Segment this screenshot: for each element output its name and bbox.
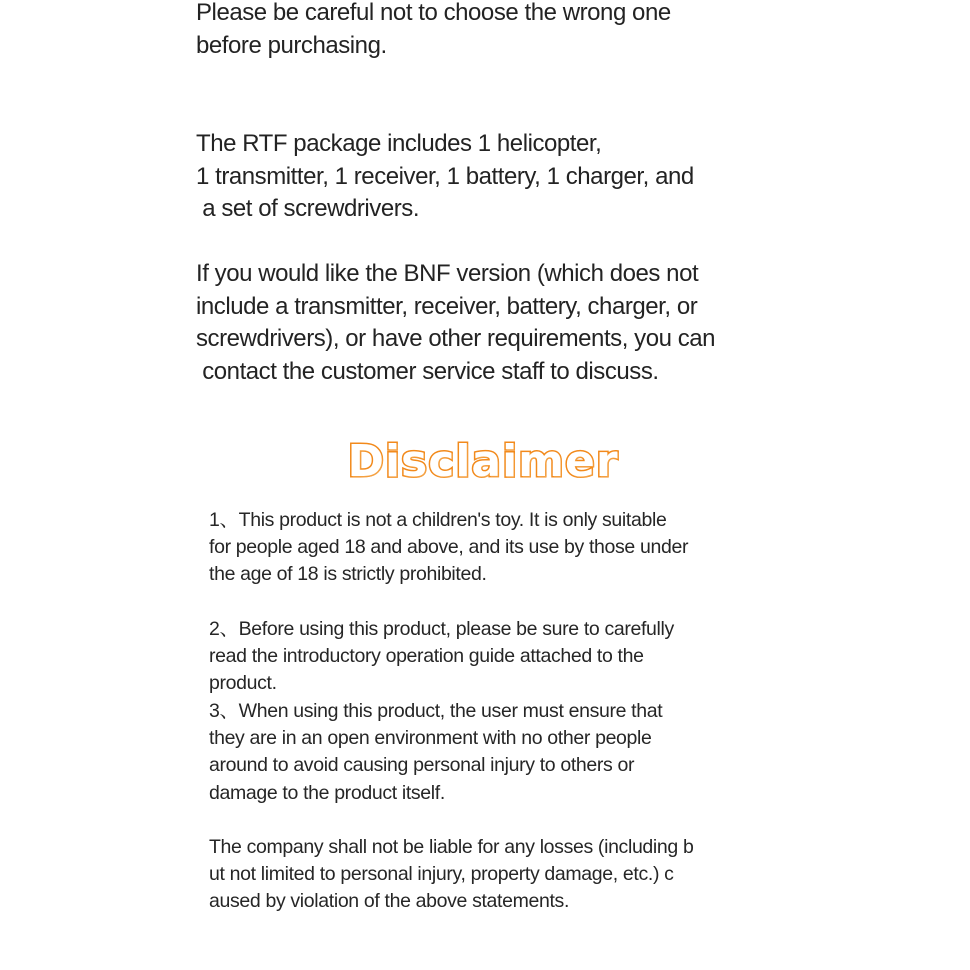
rtf-package-paragraph: [196, 128, 836, 226]
disclaimer-line: 1、This product is not a children's toy. It is only suitable: [209, 509, 667, 531]
disclaimer-line: for people aged 18 and above, and its use by those under: [209, 536, 689, 559]
bnf-version-paragraph: [196, 258, 836, 388]
disclaimer-item-guide: [209, 616, 829, 698]
liability-line: The company shall not be liable for any losses (including b: [209, 836, 694, 858]
liability-line: ut not limited to personal injury, property damage, etc.) c: [209, 863, 674, 886]
rtf-package-line: The RTF package includes 1 helicopter,: [196, 130, 602, 157]
disclaimer-line: around to avoid causing personal injury to others or: [209, 754, 635, 777]
rtf-package-line: a set of screwdrivers.: [196, 195, 420, 222]
disclaimer-line: damage to the product itself.: [209, 781, 445, 804]
bnf-version-line: contact the customer service staff to discuss.: [196, 357, 659, 385]
disclaimer-line: read the introductory operation guide attached to the: [209, 645, 644, 668]
liability-statement: [209, 834, 829, 916]
bnf-version-line: If you would like the BNF version (which does not: [196, 260, 699, 287]
disclaimer-line: 2、Before using this product, please be sure to carefully: [209, 618, 674, 640]
disclaimer-item-age: [209, 507, 829, 589]
disclaimer-heading: Disclaimer: [347, 436, 619, 487]
disclaimer-line: 3、When using this product, the user must ensure that: [209, 700, 663, 722]
purchase-warning-line: Please be careful not to choose the wrong one: [196, 0, 671, 26]
liability-line: aused by violation of the above statements.: [209, 890, 570, 913]
bnf-version-line: screwdrivers), or have other requirements, you can: [196, 325, 716, 352]
disclaimer-line: product.: [209, 672, 277, 695]
purchase-warning-paragraph: [196, 0, 836, 62]
purchase-warning-line: before purchasing.: [196, 31, 387, 59]
disclaimer-line: the age of 18 is strictly prohibited.: [209, 563, 487, 586]
bnf-version-line: include a transmitter, receiver, battery, charger, or: [196, 292, 698, 320]
rtf-package-line: 1 transmitter, 1 receiver, 1 battery, 1 charger, and: [196, 162, 694, 190]
disclaimer-item-environment: [209, 698, 829, 807]
disclaimer-line: they are in an open environment with no other people: [209, 727, 652, 750]
